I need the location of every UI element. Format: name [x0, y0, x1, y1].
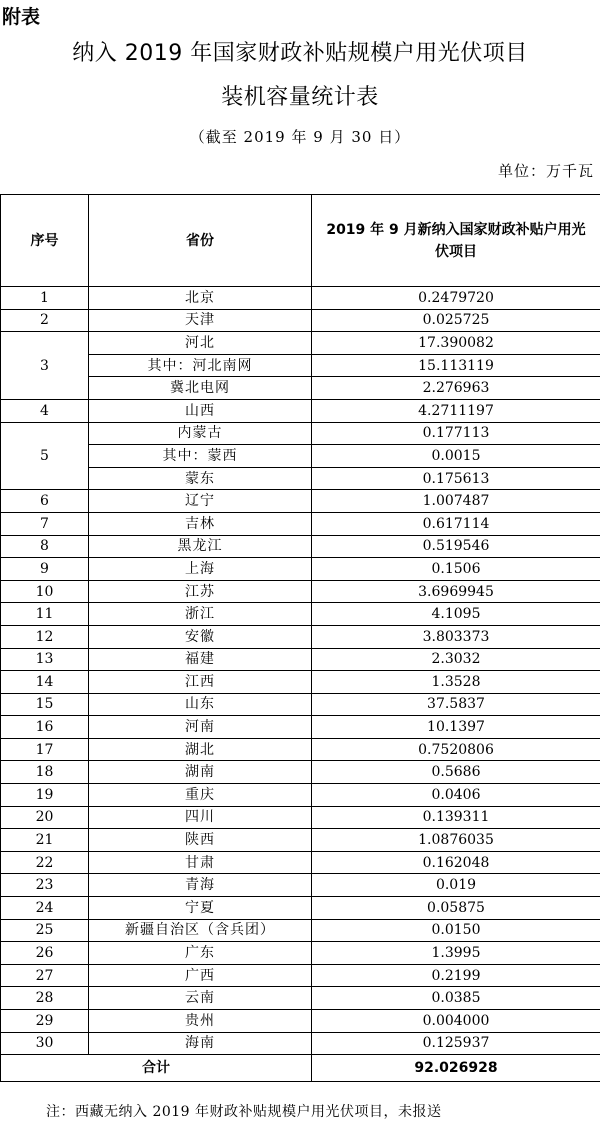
row-province: 北京 [89, 287, 312, 310]
table-row [1, 287, 600, 310]
row-province: 宁夏 [89, 897, 312, 920]
table-row [1, 535, 600, 558]
row-province: 天津 [89, 309, 312, 332]
row-value: 1.0876035 [312, 829, 600, 852]
table-row [1, 445, 600, 468]
table-row [1, 738, 600, 761]
row-seq: 15 [1, 693, 89, 716]
row-value: 0.0015 [312, 445, 600, 468]
table-row [1, 377, 600, 400]
row-seq: 12 [1, 625, 89, 648]
date-subtitle: （截至 2019 年 9 月 30 日） [189, 128, 411, 146]
row-province: 黑龙江 [89, 535, 312, 558]
table-row [1, 648, 600, 671]
row-province: 重庆 [89, 784, 312, 807]
row-province: 山东 [89, 693, 312, 716]
row-value: 0.004000 [312, 1010, 600, 1033]
row-province: 湖北 [89, 738, 312, 761]
row-province: 新疆自治区（含兵团） [89, 919, 312, 942]
row-province: 吉林 [89, 512, 312, 535]
row-value: 0.2479720 [312, 287, 600, 310]
row-seq: 5 [1, 422, 89, 490]
row-province: 湖南 [89, 761, 312, 784]
table-row [1, 693, 600, 716]
row-seq: 29 [1, 1010, 89, 1033]
row-seq: 16 [1, 716, 89, 739]
row-province: 浙江 [89, 603, 312, 626]
table-header-row [1, 195, 600, 287]
row-value: 3.803373 [312, 625, 600, 648]
table-row [1, 1032, 600, 1055]
row-value: 10.1397 [312, 716, 600, 739]
header-capacity: 2019 年 9 月新纳入国家财政补贴户用光伏项目 [312, 195, 600, 287]
row-seq: 3 [1, 332, 89, 400]
table-row [1, 897, 600, 920]
capacity-table [0, 194, 600, 1082]
row-province: 陕西 [89, 829, 312, 852]
row-value: 0.177113 [312, 422, 600, 445]
row-province: 内蒙古 [89, 422, 312, 445]
total-value: 92.026928 [312, 1055, 600, 1082]
table-row [1, 987, 600, 1010]
row-seq: 17 [1, 738, 89, 761]
row-seq: 25 [1, 919, 89, 942]
row-value: 0.019 [312, 874, 600, 897]
table-row [1, 761, 600, 784]
row-seq: 1 [1, 287, 89, 310]
table-row [1, 716, 600, 739]
row-seq: 6 [1, 490, 89, 513]
row-seq: 4 [1, 399, 89, 422]
row-value: 0.162048 [312, 851, 600, 874]
row-value: 0.1506 [312, 558, 600, 581]
row-value: 4.1095 [312, 603, 600, 626]
table-row [1, 919, 600, 942]
table-row [1, 784, 600, 807]
row-value: 17.390082 [312, 332, 600, 355]
total-label: 合计 [1, 1055, 312, 1082]
row-value: 0.7520806 [312, 738, 600, 761]
table-row [1, 422, 600, 445]
row-province: 冀北电网 [89, 377, 312, 400]
row-province: 安徽 [89, 625, 312, 648]
unit-label: 单位：万千瓦 [497, 162, 594, 180]
table-row [1, 874, 600, 897]
row-value: 15.113119 [312, 354, 600, 377]
row-seq: 10 [1, 580, 89, 603]
row-seq: 7 [1, 512, 89, 535]
table-row [1, 603, 600, 626]
table-row [1, 558, 600, 581]
row-value: 1.007487 [312, 490, 600, 513]
row-province: 河北 [89, 332, 312, 355]
row-province: 其中：蒙西 [89, 445, 312, 468]
row-province: 河南 [89, 716, 312, 739]
row-province: 其中：河北南网 [89, 354, 312, 377]
table-row [1, 580, 600, 603]
row-province: 海南 [89, 1032, 312, 1055]
table-row [1, 625, 600, 648]
row-seq: 26 [1, 942, 89, 965]
row-value: 1.3995 [312, 942, 600, 965]
row-value: 0.0150 [312, 919, 600, 942]
table-row [1, 512, 600, 535]
header-province: 省份 [89, 195, 312, 287]
table-row [1, 309, 600, 332]
row-seq: 18 [1, 761, 89, 784]
row-value: 2.3032 [312, 648, 600, 671]
header-seq: 序号 [1, 195, 89, 287]
row-seq: 24 [1, 897, 89, 920]
table-row [1, 354, 600, 377]
row-value: 1.3528 [312, 671, 600, 694]
table-row [1, 964, 600, 987]
table-row [1, 806, 600, 829]
row-value: 0.0406 [312, 784, 600, 807]
total-row [1, 1055, 600, 1082]
row-value: 0.0385 [312, 987, 600, 1010]
table-row [1, 332, 600, 355]
row-province: 山西 [89, 399, 312, 422]
row-province: 云南 [89, 987, 312, 1010]
row-value: 0.025725 [312, 309, 600, 332]
table-row [1, 851, 600, 874]
row-seq: 22 [1, 851, 89, 874]
table-row [1, 467, 600, 490]
row-value: 0.519546 [312, 535, 600, 558]
row-province: 福建 [89, 648, 312, 671]
row-seq: 27 [1, 964, 89, 987]
row-seq: 20 [1, 806, 89, 829]
row-value: 2.276963 [312, 377, 600, 400]
row-province: 蒙东 [89, 467, 312, 490]
row-value: 37.5837 [312, 693, 600, 716]
row-province: 四川 [89, 806, 312, 829]
row-province: 青海 [89, 874, 312, 897]
page-title: 纳入 2019 年国家财政补贴规模户用光伏项目 [72, 41, 528, 66]
row-province: 辽宁 [89, 490, 312, 513]
table-row [1, 829, 600, 852]
row-seq: 14 [1, 671, 89, 694]
row-province: 甘肃 [89, 851, 312, 874]
row-seq: 21 [1, 829, 89, 852]
row-seq: 30 [1, 1032, 89, 1055]
appendix-label: 附表 [2, 6, 41, 28]
row-province: 广东 [89, 942, 312, 965]
footnote: 注：西藏无纳入 2019 年财政补贴规模户用光伏项目，未报送 [46, 1104, 442, 1120]
row-province: 贵州 [89, 1010, 312, 1033]
row-value: 3.6969945 [312, 580, 600, 603]
row-province: 江西 [89, 671, 312, 694]
row-value: 0.125937 [312, 1032, 600, 1055]
row-province: 上海 [89, 558, 312, 581]
row-seq: 9 [1, 558, 89, 581]
row-province: 江苏 [89, 580, 312, 603]
row-value: 0.05875 [312, 897, 600, 920]
row-seq: 28 [1, 987, 89, 1010]
table-row [1, 490, 600, 513]
table-row [1, 399, 600, 422]
table-row [1, 1010, 600, 1033]
row-seq: 19 [1, 784, 89, 807]
table-row [1, 671, 600, 694]
table-row [1, 942, 600, 965]
row-seq: 8 [1, 535, 89, 558]
row-seq: 23 [1, 874, 89, 897]
table-body [1, 287, 600, 1055]
row-seq: 11 [1, 603, 89, 626]
row-seq: 2 [1, 309, 89, 332]
row-seq: 13 [1, 648, 89, 671]
row-value: 0.5686 [312, 761, 600, 784]
row-value: 0.175613 [312, 467, 600, 490]
row-value: 0.139311 [312, 806, 600, 829]
row-province: 广西 [89, 964, 312, 987]
row-value: 4.2711197 [312, 399, 600, 422]
page-title-line2: 装机容量统计表 [221, 85, 379, 110]
row-value: 0.2199 [312, 964, 600, 987]
row-value: 0.617114 [312, 512, 600, 535]
